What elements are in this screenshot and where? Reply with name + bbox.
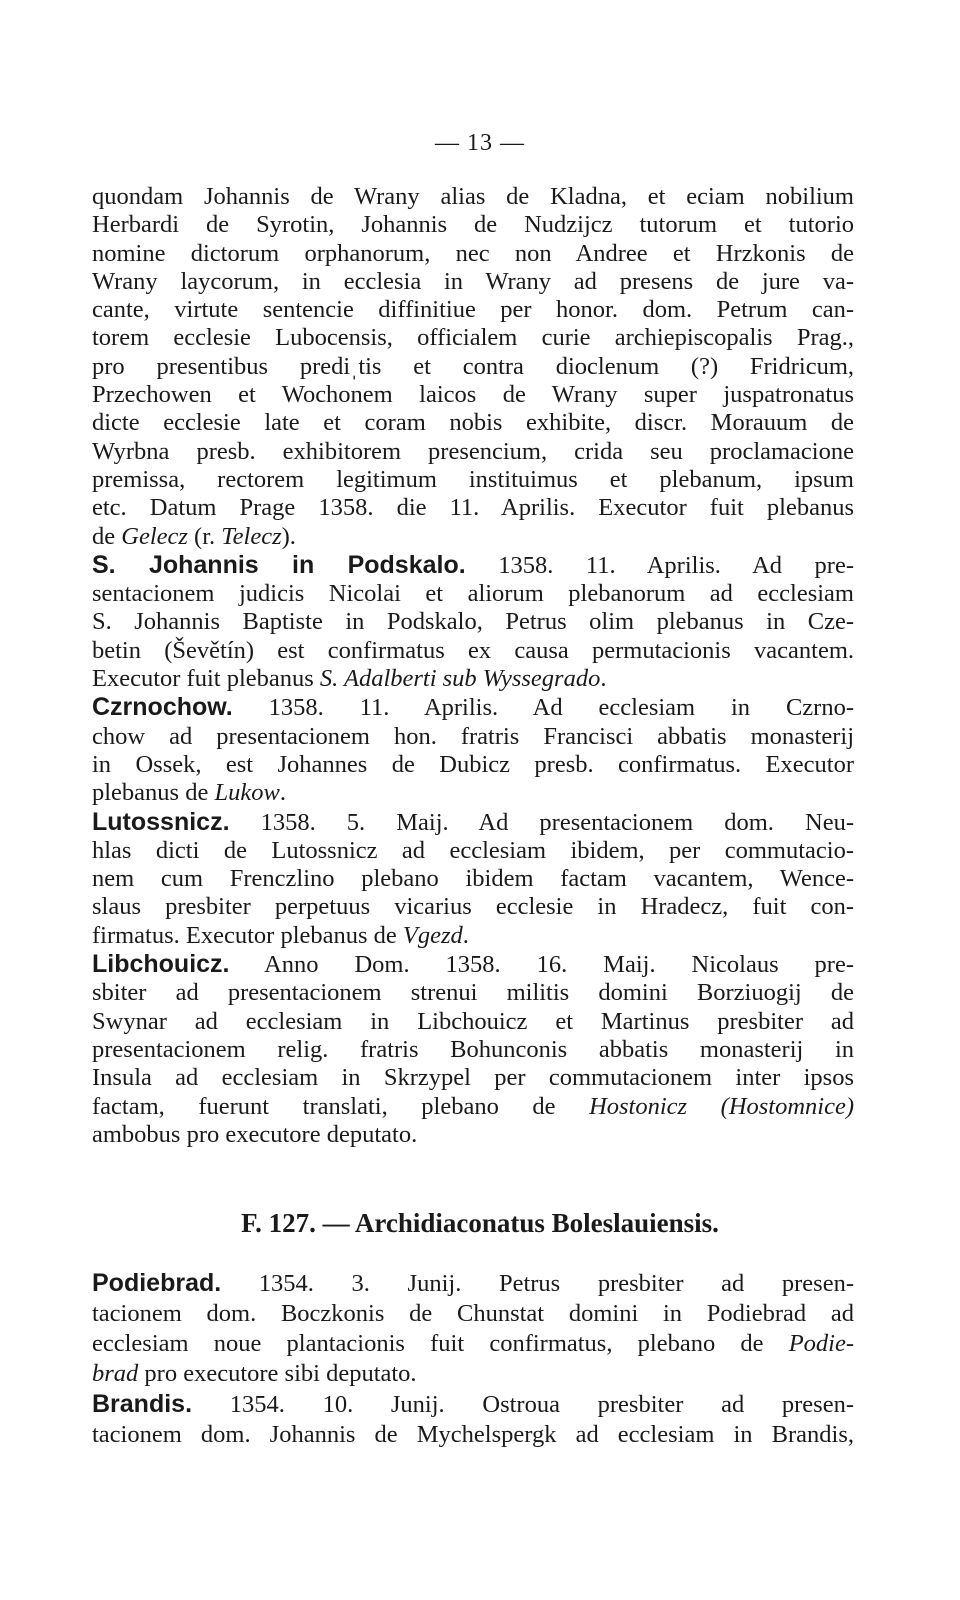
text-line: Herbardi de Syrotin, Johannis de Nudzijcz tutorum et tutorio <box>92 211 854 239</box>
text-fragment: 1354. 3. Junij. Petrus presbiter ad presen- <box>221 1270 854 1297</box>
text-line <box>92 1093 854 1121</box>
main-text <box>92 183 854 1149</box>
text-line <box>92 665 854 693</box>
entry-first-line <box>92 950 854 979</box>
text-line: nem cum Frenczlino plebano ibidem factam vacantem, Wence- <box>92 865 854 893</box>
text-line: cante, virtute sentencie diffinitiue per honor. dom. Petrum can- <box>92 296 854 324</box>
text-line <box>92 1359 854 1389</box>
place-name: brad <box>92 1360 139 1387</box>
text-line: tacionem dom. Boczkonis de Chunstat domini in Podiebrad ad <box>92 1300 854 1327</box>
text-line: in Ossek, est Johannes de Dubicz presb. confirmatus. Executor <box>92 750 854 778</box>
text-fragment: factam, fuerunt translati, plebano de <box>92 1092 590 1120</box>
text-line: quondam Johannis de Wrany alias de Kladna, et eciam nobilium <box>92 183 854 210</box>
text-line <box>92 523 854 551</box>
section-heading: F. 127. — Archidiaconatus Boleslauiensis. <box>241 1208 719 1238</box>
text-line: Insula ad ecclesiam in Skrzypel per commutacionem inter ipsos <box>92 1064 854 1092</box>
text-line: nomine dictorum orphanorum, nec non Andree et Hrzkonis de <box>92 239 854 267</box>
text-line: S. Johannis Baptiste in Podskalo, Petrus olim plebanus in Cze- <box>92 608 854 636</box>
text-line: sbiter ad presentacionem strenui militis domini Borziuogij de <box>92 979 854 1007</box>
text-fragment: Anno Dom. 1358. 16. Maij. Nicolaus pre- <box>229 951 854 979</box>
text-line: hlas dicti de Lutossnicz ad ecclesiam ibidem, per commutacio- <box>92 836 854 864</box>
text-line: slaus presbiter perpetuus vicarius ecclesie in Hradecz, fuit con- <box>92 893 854 921</box>
page-number: — 13 — <box>435 130 525 156</box>
entry-first-line <box>92 551 854 580</box>
text-line: Przechowen et Wochonem laicos de Wrany super juspatronatus <box>92 381 854 409</box>
text-line: Wrany laycorum, in ecclesia in Wrany ad presens de jure va- <box>92 267 854 295</box>
text-line: Wyrbna presb. exhibitorem presencium, crida seu proclamacione <box>92 437 854 465</box>
text-line: etc. Datum Prage 1358. die 11. Aprilis. Executor fuit plebanus <box>92 494 854 522</box>
place-name: S. Adalberti sub Wyssegrado <box>319 665 601 693</box>
place-name: Telecz <box>221 522 282 550</box>
entry-first-line <box>92 693 854 722</box>
text-line: betin (Ševětín) est confirmatus ex causa permutacionis vacantem. <box>92 636 854 664</box>
place-name: Podie- <box>788 1330 854 1357</box>
text-fragment <box>687 1093 721 1120</box>
text-line: dicte ecclesie late et coram nobis exhibite, discr. Morauum de <box>92 409 854 437</box>
entry-heading: Lutossnicz. <box>92 807 230 836</box>
place-name: Hostonicz <box>589 1092 688 1120</box>
text-line <box>92 922 854 950</box>
text-line: ambobus pro executore deputato. <box>92 1120 418 1148</box>
text-fragment: Executor fuit plebanus <box>92 665 320 693</box>
entry-heading: S. Johannis in Podskalo. <box>92 550 466 579</box>
place-name: (Hostomnice) <box>720 1092 855 1120</box>
text-fragment: plebanus de <box>92 779 215 807</box>
text-fragment: 1358. 5. Maij. Ad presentacionem dom. Neu- <box>229 808 854 836</box>
place-name: Gelecz <box>121 522 188 550</box>
text-fragment: . <box>279 779 286 807</box>
text-fragment: 1358. 11. Aprilis. Ad pre- <box>465 551 854 579</box>
entry-heading: Brandis. <box>92 1390 193 1418</box>
entry-heading: Podiebrad. <box>92 1269 222 1297</box>
text-fragment: (r. <box>187 522 222 550</box>
text-line <box>92 779 854 807</box>
text-line: tacionem dom. Johannis de Mychelspergk ad ecclesiam in Brandis, <box>92 1421 854 1448</box>
text-line: presentacionem relig. fratris Bohunconis abbatis monasterij in <box>92 1035 854 1063</box>
place-name: Lukow <box>214 779 280 807</box>
entry-first-line <box>92 1389 854 1420</box>
text-fragment: 1358. 11. Aprilis. Ad ecclesiam in Czrno- <box>232 694 854 722</box>
text-line: pro presentibus prediˌtis et contra dioclenum (?) Fridricum, <box>92 352 854 380</box>
entry-heading: Czrnochow. <box>92 693 233 722</box>
text-fragment: pro executore sibi deputato. <box>138 1360 417 1387</box>
entry-heading: Libchouicz. <box>92 950 230 979</box>
text-line: torem ecclesie Lubocensis, officialem curie archiepiscopalis Prag., <box>92 324 854 352</box>
text-fragment: 1354. 10. Junij. Ostroua presbiter ad presen- <box>192 1391 854 1418</box>
text-fragment: de <box>92 522 122 550</box>
place-name: Vgezd <box>402 921 463 949</box>
entry-first-line <box>92 808 854 837</box>
text-fragment: . <box>462 921 469 949</box>
text-line <box>92 1329 854 1359</box>
text-fragment: firmatus. Executor plebanus de <box>92 921 403 949</box>
text-line: premissa, rectorem legitimum instituimus et plebanum, ipsum <box>92 465 854 493</box>
main-text-2 <box>92 1268 854 1450</box>
text-fragment: ecclesiam noue plantacionis fuit confirmatus, plebano de <box>92 1330 789 1357</box>
entry-first-line <box>92 1268 854 1299</box>
text-fragment: ). <box>281 522 296 550</box>
text-fragment: . <box>600 665 607 693</box>
text-line: chow ad presentacionem hon. fratris Francisci abbatis monasterij <box>92 722 854 750</box>
text-line: Swynar ad ecclesiam in Libchouicz et Martinus presbiter ad <box>92 1007 854 1035</box>
text-line: sentacionem judicis Nicolai et aliorum plebanorum ad ecclesiam <box>92 580 854 608</box>
